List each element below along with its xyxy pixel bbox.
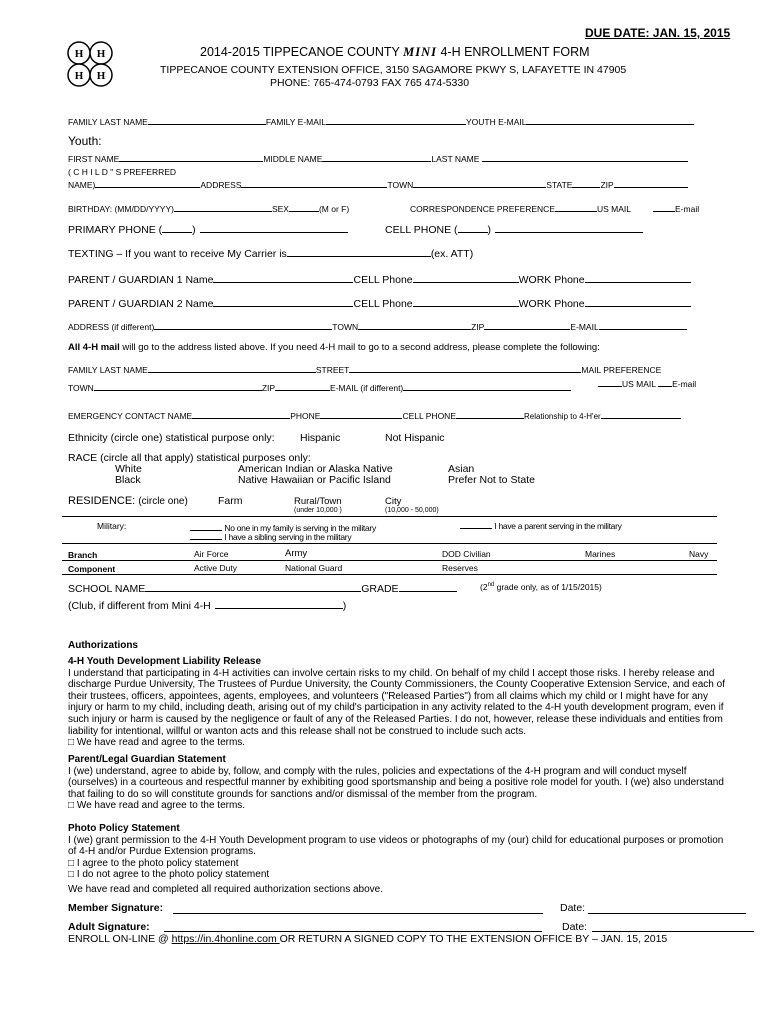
ethnicity-not-hispanic[interactable]: Not Hispanic <box>385 432 445 444</box>
primary-phone-label: PRIMARY PHONE ( <box>68 224 163 236</box>
state-label: STATE <box>546 180 573 190</box>
family-last-name-field[interactable] <box>148 115 266 125</box>
branch-air-force[interactable]: Air Force <box>194 549 229 559</box>
second-email-opt-label: E-mail <box>672 379 697 389</box>
first-name-field[interactable] <box>119 152 263 162</box>
office-phone: PHONE: 765-474-0793 FAX 765 474-5330 <box>270 77 470 89</box>
military-opt2[interactable] <box>190 530 351 542</box>
residence-city-sub: (10,000 - 50,000) <box>385 507 439 514</box>
primary-phone-row: PRIMARY PHONE ( ) <box>68 223 348 236</box>
title-post: 4-H ENROLLMENT FORM <box>436 45 590 59</box>
correspondence-row <box>410 202 699 214</box>
second-address-row-1 <box>68 363 661 375</box>
parent2-cell-field[interactable] <box>413 297 519 307</box>
club-label: (Club, if different from Mini 4-H <box>68 600 211 612</box>
family-email-label: FAMILY E-MAIL <box>265 117 326 127</box>
member-signature-label: Member Signature: <box>68 902 164 914</box>
birthday-row <box>68 202 349 214</box>
military-opt2-check[interactable] <box>190 530 222 540</box>
sex-field[interactable] <box>289 202 319 212</box>
race-white[interactable]: White <box>115 463 142 475</box>
military-mid-rule <box>62 543 717 544</box>
second-family-last-label: FAMILY LAST NAME <box>68 365 148 375</box>
second-town-label: TOWN <box>68 383 94 393</box>
family-row <box>68 115 694 127</box>
military-label: Military: <box>97 521 127 531</box>
birthday-field[interactable] <box>174 202 272 212</box>
member-date-line[interactable] <box>588 913 746 914</box>
residence-label: RESIDENCE: <box>68 495 136 507</box>
cell-phone-area[interactable] <box>458 223 488 233</box>
second-street-field[interactable] <box>349 363 581 373</box>
town-label: TOWN <box>387 180 414 190</box>
military-top-rule <box>62 516 717 517</box>
town-field[interactable] <box>413 178 546 188</box>
form-title <box>200 45 590 60</box>
club-row: (Club, if different from Mini 4-H ) <box>68 600 347 612</box>
youth-email-label: YOUTH E-MAIL <box>466 117 527 127</box>
adult-signature-line[interactable] <box>164 931 542 932</box>
residence-circle: (circle one) <box>138 496 188 507</box>
youth-name-row <box>68 152 688 164</box>
race-american-indian[interactable]: American Indian or Alaska Native <box>238 463 393 475</box>
svg-text:H: H <box>96 48 106 60</box>
adult-signature-label: Adult Signature: <box>68 921 150 933</box>
liability-heading: 4-H Youth Development Liability Release <box>68 656 262 667</box>
member-signature-line[interactable] <box>173 913 543 914</box>
address-field[interactable] <box>241 178 387 188</box>
military-opt1-label: No one in my family is serving in the military <box>224 523 376 533</box>
parent-email-label: E-MAIL <box>570 322 599 332</box>
school-name-field[interactable] <box>145 582 361 592</box>
email-opt-label: E-mail <box>675 204 700 214</box>
footer-post: OR RETURN A SIGNED COPY TO THE EXTENSION OFFICE BY – JAN. 15, 2015 <box>279 933 668 945</box>
emergency-row <box>68 409 681 421</box>
ethnicity-label: Ethnicity (circle one) statistical purpose only: <box>68 432 275 444</box>
second-town-field[interactable] <box>94 381 262 391</box>
liability-section <box>68 656 728 749</box>
grade-note <box>480 582 602 592</box>
race-label: RACE (circle all that apply) statistical purposes only: <box>68 452 311 464</box>
component-reserves[interactable]: Reserves <box>442 563 478 573</box>
military-opt3-label: I have a parent serving in the military <box>494 521 622 531</box>
race-prefer-not[interactable]: Prefer Not to State <box>448 474 535 486</box>
address-row <box>68 178 688 190</box>
club-field[interactable] <box>215 599 343 609</box>
parent1-name-field[interactable] <box>213 273 353 283</box>
svg-text:H: H <box>74 70 84 82</box>
svg-text:H: H <box>96 70 106 82</box>
middle-name-field[interactable] <box>322 152 431 162</box>
4h-clover-logo <box>62 40 120 90</box>
emergency-cell-field[interactable] <box>456 409 524 419</box>
primary-phone-area[interactable] <box>162 223 192 233</box>
second-mail-options <box>598 377 696 389</box>
military-opt2-label: I have a sibling serving in the military <box>224 532 352 542</box>
grade-note-pre: (2 <box>480 582 488 592</box>
parent1-label: PARENT / GUARDIAN 1 Name <box>68 274 214 286</box>
second-email-field[interactable] <box>403 381 571 391</box>
emergency-name-label: EMERGENCY CONTACT NAME <box>68 411 193 421</box>
m-or-f: (M or F) <box>318 204 350 214</box>
race-hawaiian[interactable]: Native Hawaiian or Pacific Island <box>238 474 391 486</box>
component-active-duty[interactable]: Active Duty <box>194 563 237 573</box>
mail-note-rest: will go to the address listed above. If you need 4-H mail to go to a second address, please complete the following: <box>119 342 600 353</box>
school-name-label: SCHOOL NAME <box>68 583 146 595</box>
branch-dod[interactable]: DOD Civilian <box>442 549 491 559</box>
residence-rural-town[interactable]: Rural/Town <box>294 496 342 507</box>
due-date: DUE DATE: JAN. 15, 2015 <box>585 26 731 40</box>
second-zip-field[interactable] <box>275 381 330 391</box>
residence-row <box>68 495 188 507</box>
preferred-name-field[interactable] <box>95 178 200 188</box>
emergency-phone-label: PHONE <box>290 411 321 421</box>
zip-label: ZIP <box>600 180 614 190</box>
parent-section <box>68 754 728 812</box>
military-bottom-rule <box>62 574 717 575</box>
second-email-label: E-MAIL (if different) <box>330 383 404 393</box>
emergency-cell-label: CELL PHONE <box>402 411 456 421</box>
parent1-cell-field[interactable] <box>413 273 519 283</box>
second-family-last-field[interactable] <box>148 363 316 373</box>
parent-heading: Parent/Legal Guardian Statement <box>68 754 226 765</box>
address-label: ADDRESS <box>200 180 242 190</box>
title-mini: MINI <box>403 45 437 59</box>
parent1-work-field[interactable] <box>585 273 691 283</box>
parent2-work-field[interactable] <box>585 297 691 307</box>
branch-label: Branch <box>68 550 98 560</box>
branch-navy[interactable]: Navy <box>689 549 709 559</box>
svg-text:H: H <box>74 48 84 60</box>
branch-marines[interactable]: Marines <box>585 549 616 559</box>
mail-note-bold: All 4-H mail <box>68 342 120 353</box>
component-label: Component <box>68 564 116 574</box>
second-zip-label: ZIP <box>261 383 276 393</box>
photo-disagree[interactable]: □ I do not agree to the photo policy statement <box>68 869 270 881</box>
footer-pre: ENROLL ON-LINE @ <box>68 933 172 945</box>
relationship-label: Relationship to 4-H'er <box>524 412 601 421</box>
race-black[interactable]: Black <box>115 474 141 486</box>
race-asian[interactable]: Asian <box>448 463 475 475</box>
liability-check[interactable]: □ We have read and agree to the terms. <box>68 737 246 749</box>
last-name-label: LAST NAME <box>431 154 480 164</box>
parent-check[interactable]: □ We have read and agree to the terms. <box>68 800 246 812</box>
birthday-label: BIRTHDAY: (MM/DD/YYYY) <box>68 204 174 214</box>
completed-statement: We have read and completed all required authorization sections above. <box>68 883 384 895</box>
residence-farm[interactable]: Farm <box>218 495 243 507</box>
cell-phone-field[interactable] <box>495 223 643 233</box>
mail-pref-label: MAIL PREFERENCE <box>581 365 662 375</box>
school-row <box>68 582 457 595</box>
middle-name-label: MIDDLE NAME <box>263 154 323 164</box>
emergency-phone-field[interactable] <box>320 409 402 419</box>
ethnicity-hispanic[interactable]: Hispanic <box>300 432 341 444</box>
office-address: TIPPECANOE COUNTY EXTENSION OFFICE, 3150 SAGAMORE PKWY S, LAFAYETTE IN 47905 <box>160 64 627 76</box>
residence-city[interactable]: City <box>385 496 402 507</box>
parent-email-field[interactable] <box>599 320 687 330</box>
email-check[interactable] <box>653 202 675 212</box>
liability-text: I understand that participating in 4-H activities can involve certain risks to my child. On behalf of my child I accept those risks. I hereby release and discharge Purdue University, The Trustees of Purdue University, the County Commissioners, the County Cooperative Extension Service, and each of their trustees, officers, appointees, agents, employees, and volunteers ("Released Parties") from all claims which my child or I might have for any injury or harm to my child, including death, arising out of my child's participation in any activity related to the 4-H youth development program, even if such injury or harm is caused by the negligence or fault of any of the Released Parties. I do not, however, release these individuals and entities from liability for intentional, willful or wanton acts and this release shall not be construed to include such acts. <box>68 667 725 737</box>
military-opt3[interactable] <box>460 519 622 531</box>
second-us-mail-check[interactable] <box>598 377 622 387</box>
footer-link[interactable]: https://in.4honline.com <box>171 933 280 945</box>
grade-note-sup: nd <box>487 582 495 589</box>
mail-note <box>68 342 600 353</box>
parent-town-field[interactable] <box>358 320 471 330</box>
parent1-work-label: WORK Phone <box>518 274 585 286</box>
parent-zip-label: ZIP <box>471 322 485 332</box>
parent2-label: PARENT / GUARDIAN 2 Name <box>68 298 214 310</box>
military-opt3-check[interactable] <box>460 519 492 529</box>
photo-text: I (we) grant permission to the 4-H Youth Development program to use videos or photographs of my (our) child for educational purposes or promotion of 4-H and/or Purdue Extension programs. <box>68 834 724 858</box>
branch-army[interactable]: Army <box>285 548 308 559</box>
relationship-field[interactable] <box>601 409 681 419</box>
texting-label: TEXTING – If you want to receive My Carrier is <box>68 248 287 260</box>
state-field[interactable] <box>572 178 600 188</box>
parent2-row <box>68 297 691 310</box>
second-us-mail-label: US MAIL <box>622 379 656 389</box>
carrier-field[interactable] <box>287 247 431 257</box>
cell-phone-label: CELL PHONE ( <box>385 224 458 236</box>
component-national-guard[interactable]: National Guard <box>285 563 343 573</box>
parent2-work-label: WORK Phone <box>518 298 585 310</box>
second-email-check[interactable] <box>658 377 672 387</box>
emergency-name-field[interactable] <box>192 409 290 419</box>
youth-heading: Youth: <box>68 134 102 148</box>
parent2-cell-label: CELL Phone <box>353 298 413 310</box>
first-name-label: FIRST NAME <box>68 154 120 164</box>
auth-heading: Authorizations <box>68 640 138 651</box>
us-mail-check[interactable] <box>555 202 597 212</box>
parent1-cell-label: CELL Phone <box>353 274 413 286</box>
grade-label: GRADE <box>361 583 399 595</box>
footer <box>68 933 667 945</box>
primary-phone-field[interactable] <box>200 223 348 233</box>
parent2-name-field[interactable] <box>213 297 353 307</box>
texting-row <box>68 247 473 260</box>
photo-heading: Photo Policy Statement <box>68 823 180 834</box>
parent-address-row <box>68 320 687 332</box>
photo-agree[interactable]: □ I agree to the photo policy statement <box>68 857 239 869</box>
grade-note-post: grade only, as of 1/15/2015) <box>494 582 602 592</box>
residence-rural-sub: (under 10,000 ) <box>294 507 342 514</box>
correspondence-label: CORRESPONDENCE PREFERENCE <box>410 204 555 214</box>
parent-address-label: ADDRESS (if different) <box>68 322 155 332</box>
family-email-field[interactable] <box>326 115 466 125</box>
second-street-label: STREET <box>315 365 350 375</box>
military-row-rule <box>62 560 717 561</box>
adult-date-line[interactable] <box>592 931 754 932</box>
adult-date-label: Date: <box>562 921 588 933</box>
youth-email-field[interactable] <box>526 115 694 125</box>
parent-text: I (we) understand, agree to abide by, follow, and comply with the rules, policies and expectations of the 4-H program and will conduct myself (ourselves) in a courteous and respectful manner by exhibiting good sportsmanship and being a positive role model for youth. I (we) also understand that failing to do so will constitute grounds for sanctions and/or dismissal of the member from the program. <box>68 765 724 800</box>
ex-att: (ex. ATT) <box>430 248 474 260</box>
parent1-row <box>68 273 691 286</box>
zip-field[interactable] <box>614 178 688 188</box>
preferred-name-label-2: NAME) <box>68 180 96 190</box>
photo-section <box>68 823 728 896</box>
member-date-label: Date: <box>560 902 586 914</box>
us-mail-label: US MAIL <box>597 204 632 214</box>
parent-address-field[interactable] <box>154 320 332 330</box>
family-last-name-label: FAMILY LAST NAME <box>68 117 148 127</box>
last-name-field[interactable] <box>482 152 688 162</box>
title-pre: 2014-2015 TIPPECANOE COUNTY <box>200 45 404 59</box>
parent-zip-field[interactable] <box>484 320 570 330</box>
preferred-name-label-1: ( C H I L D " S PREFERRED <box>68 167 177 177</box>
second-address-row-2 <box>68 381 571 393</box>
cell-phone-row: CELL PHONE ( ) <box>385 223 643 236</box>
parent-town-label: TOWN <box>332 322 359 332</box>
grade-field[interactable] <box>399 582 457 592</box>
sex-label: SEX <box>271 204 289 214</box>
